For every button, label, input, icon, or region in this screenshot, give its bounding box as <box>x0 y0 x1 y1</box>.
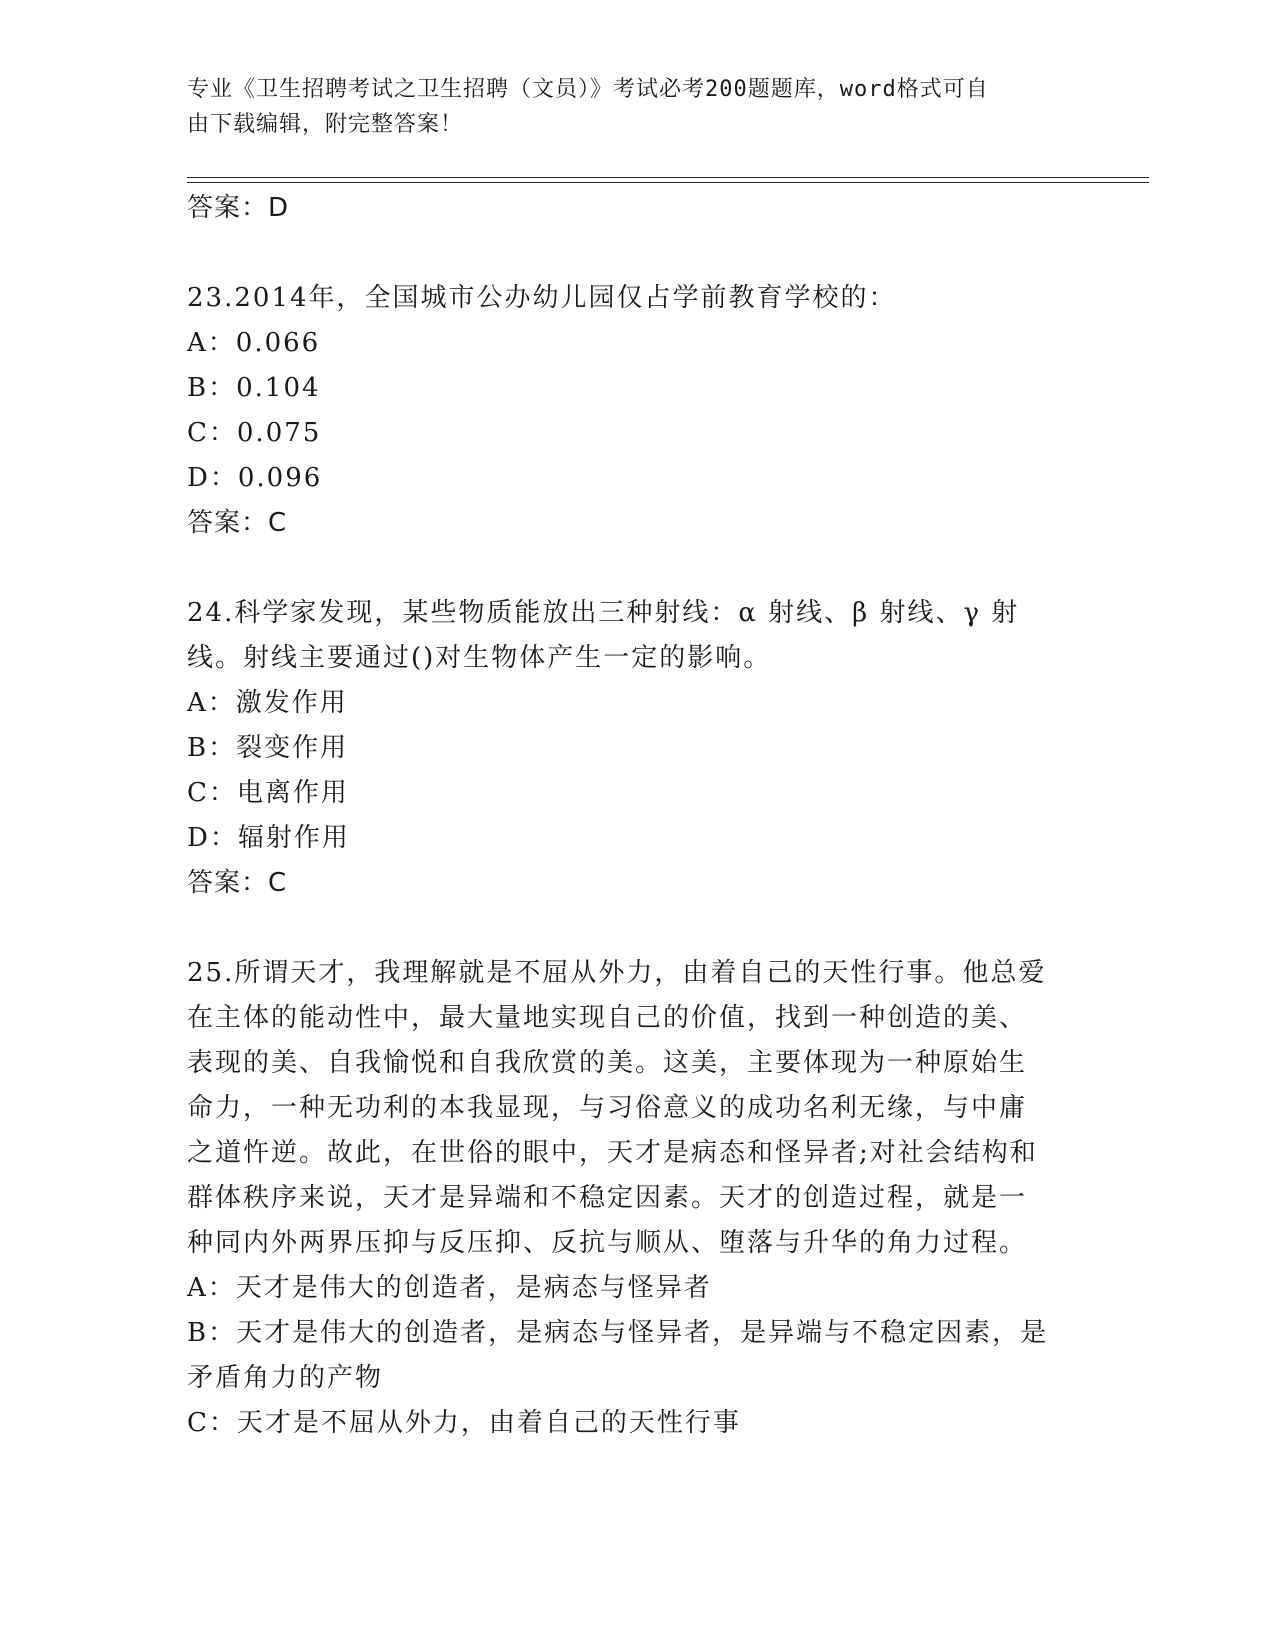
question-23-option-a: A：0.066 <box>187 328 321 358</box>
question-24-answer: 答案：C <box>187 868 288 898</box>
question-24-option-b: B：裂变作用 <box>187 733 349 763</box>
question-24-option-c: C：电离作用 <box>187 778 349 808</box>
question-24-option-a: A：激发作用 <box>187 688 348 718</box>
question-25-stem-line-6: 群体秩序来说，天才是异端和不稳定因素。天才的创造过程，就是一 <box>187 1183 1028 1213</box>
header-line-2: 由下载编辑，附完整答案！ <box>187 112 464 137</box>
header-divider-bottom <box>187 182 1149 183</box>
question-25-stem-line-3: 表现的美、自我愉悦和自我欣赏的美。这美，主要体现为一种原始生 <box>187 1048 1028 1078</box>
question-25-stem-line-1: 25.所谓天才，我理解就是不屈从外力，由着自己的天性行事。他总爱 <box>187 958 1047 988</box>
question-24-stem-line-2: 线。射线主要通过()对生物体产生一定的影响。 <box>187 643 772 673</box>
question-24-stem-line-1: 24.科学家发现，某些物质能放出三种射线：α 射线、β 射线、γ 射 <box>187 598 1020 628</box>
header-line-1: 专业《卫生招聘考试之卫生招聘（文员）》考试必考200题题库，word格式可自 <box>187 77 989 102</box>
question-25-option-b-line-2: 矛盾角力的产物 <box>187 1363 384 1393</box>
previous-answer: 答案：D <box>187 193 290 223</box>
question-25-stem-line-5: 之道忤逆。故此，在世俗的眼中，天才是病态和怪异者;对社会结构和 <box>187 1138 1038 1168</box>
question-25-option-c: C：天才是不屈从外力，由着自己的天性行事 <box>187 1408 741 1438</box>
question-23-option-b: B：0.104 <box>187 373 321 403</box>
header-divider-top <box>187 177 1149 178</box>
question-23-stem: 23.2014年，全国城市公办幼儿园仅占学前教育学校的： <box>187 283 897 313</box>
question-25-stem-line-7: 种同内外两界压抑与反压抑、反抗与顺从、堕落与升华的角力过程。 <box>187 1228 1028 1258</box>
question-25-stem-line-4: 命力，一种无功利的本我显现，与习俗意义的成功名利无缘，与中庸 <box>187 1093 1028 1123</box>
question-23-option-c: C：0.075 <box>187 418 322 448</box>
question-25-stem-line-2: 在主体的能动性中，最大量地实现自己的价值，找到一种创造的美、 <box>187 1003 1028 1033</box>
question-23-answer: 答案：C <box>187 508 288 538</box>
question-24-option-d: D：辐射作用 <box>187 823 350 853</box>
question-25-option-b-line-1: B：天才是伟大的创造者，是病态与怪异者，是异端与不稳定因素，是 <box>187 1318 1049 1348</box>
document-header <box>187 72 1067 142</box>
question-23-option-d: D：0.096 <box>187 463 323 493</box>
question-25-option-a: A：天才是伟大的创造者，是病态与怪异者 <box>187 1273 712 1303</box>
